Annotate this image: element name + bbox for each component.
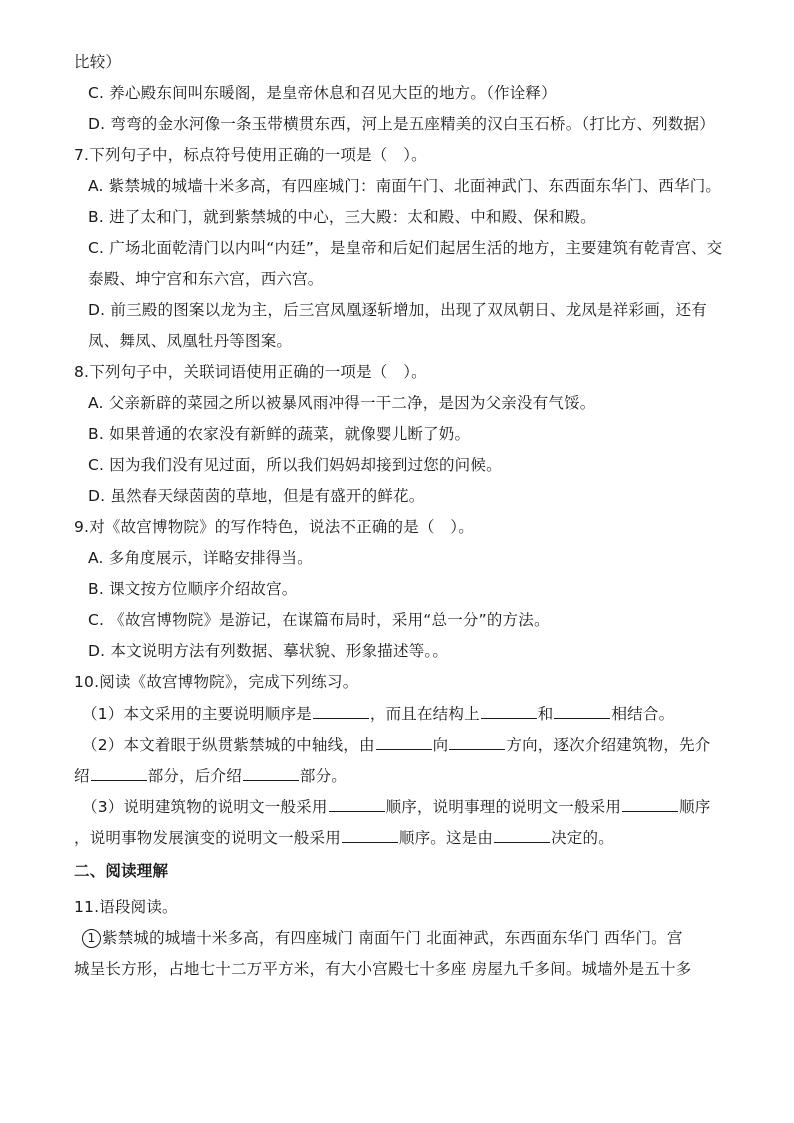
text-line: 比较） [74, 53, 122, 71]
q10-part1: （1）本文采用的主要说明顺序是 ，而且在结构上 和 相结合。 [82, 702, 674, 725]
option-7a: A. 紫禁城的城墙十米多高，有四座城门：南面午门、北面神武门、东西面东华门、西华门。 [88, 177, 722, 195]
text-line: C. 养心殿东间叫东暖阁，是皇帝休息和召见大臣的地方。（作诠释） [88, 84, 557, 102]
answer-blank[interactable] [342, 826, 398, 843]
question-7: 7.下列句子中，标点符号使用正确的一项是（ ）。 [74, 146, 427, 164]
option-8b: B. 如果普通的农家没有新鲜的蔬菜，就像婴儿断了奶。 [88, 425, 471, 443]
section-heading: 二、阅读理解 [74, 862, 169, 880]
option-9a: A. 多角度展示，详略安排得当。 [88, 549, 313, 567]
option-7c: C. 广场北面乾清门以内叫“内廷”，是皇帝和后妃们起居生活的地方，主要建筑有乾青宫、交 [88, 239, 723, 257]
option-9b: B. 课文按方位顺序介绍故宫。 [88, 580, 298, 598]
q10-part2-cont: 绍 部分，后介绍 部分。 [74, 764, 347, 787]
answer-blank[interactable] [91, 764, 147, 781]
answer-blank[interactable] [449, 733, 505, 750]
passage-line: 城呈长方形，占地七十二万平方米，有大小宫殿七十多座 房屋九千多间。城墙外是五十多 [74, 960, 692, 978]
question-8: 8.下列句子中，关联词语使用正确的一项是（ ）。 [74, 363, 427, 381]
option-9c: C. 《故宫博物院》是游记，在谋篇布局时，采用“总一分”的方法。 [88, 611, 550, 629]
answer-blank[interactable] [243, 764, 299, 781]
option-8a: A. 父亲新辟的菜园之所以被暴风雨冲得一干二净，是因为父亲没有气馁。 [88, 394, 596, 412]
answer-blank[interactable] [622, 795, 678, 812]
q10-part3: （3）说明建筑物的说明文一般采用 顺序，说明事理的说明文一般采用 顺序 [82, 795, 711, 818]
passage-line: 1 紫禁城的城墙十米多高，有四座城门 南面午门 北面神武，东西面东华门 西华门。宫 [82, 927, 683, 949]
option-8c: C. 因为我们没有见过面，所以我们妈妈却接到过您的问候。 [88, 456, 502, 474]
option-9d: D. 本文说明方法有列数据、摹状貌、形象描述等。。 [88, 642, 449, 660]
answer-blank[interactable] [376, 733, 432, 750]
answer-blank[interactable] [494, 826, 550, 843]
option-8d: D. 虽然春天绿茵茵的草地，但是有盛开的鲜花。 [88, 487, 425, 505]
option-7d: D. 前三殿的图案以龙为主，后三宫凤凰逐斩增加，出现了双凤朝日、龙凤是祥彩画，还有 [88, 301, 707, 319]
option-7b: B. 进了太和门，就到紫禁城的中心，三大殿：太和殿、中和殿、保和殿。 [88, 208, 596, 226]
question-11: 11.语段阅读。 [74, 898, 178, 916]
answer-blank[interactable] [329, 795, 385, 812]
q10-part2: （2）本文着眼于纵贯紫禁城的中轴线，由 向 方向，逐次介绍建筑物，先介 [82, 733, 710, 756]
option-7c-cont: 泰殿、坤宁宫和东六宫，西六宫。 [88, 270, 324, 288]
question-10: 10.阅读《故宫博物院》，完成下列练习。 [74, 673, 359, 691]
circled-number-1: 1 [82, 929, 101, 948]
answer-blank[interactable] [313, 702, 369, 719]
q10-part3-cont: ，说明事物发展演变的说明文一般采用 顺序。这是由 决定的。 [74, 826, 614, 849]
question-9: 9.对《故宫博物院》的写作特色，说法不正确的是（ ）。 [74, 518, 474, 536]
text-line: D. 弯弯的金水河像一条玉带横贯东西，河上是五座精美的汉白玉石桥。（打比方、列数据） [88, 115, 715, 133]
option-7d-cont: 凤、舞凤、凤凰牡丹等图案。 [88, 332, 293, 350]
answer-blank[interactable] [481, 702, 537, 719]
answer-blank[interactable] [554, 702, 610, 719]
